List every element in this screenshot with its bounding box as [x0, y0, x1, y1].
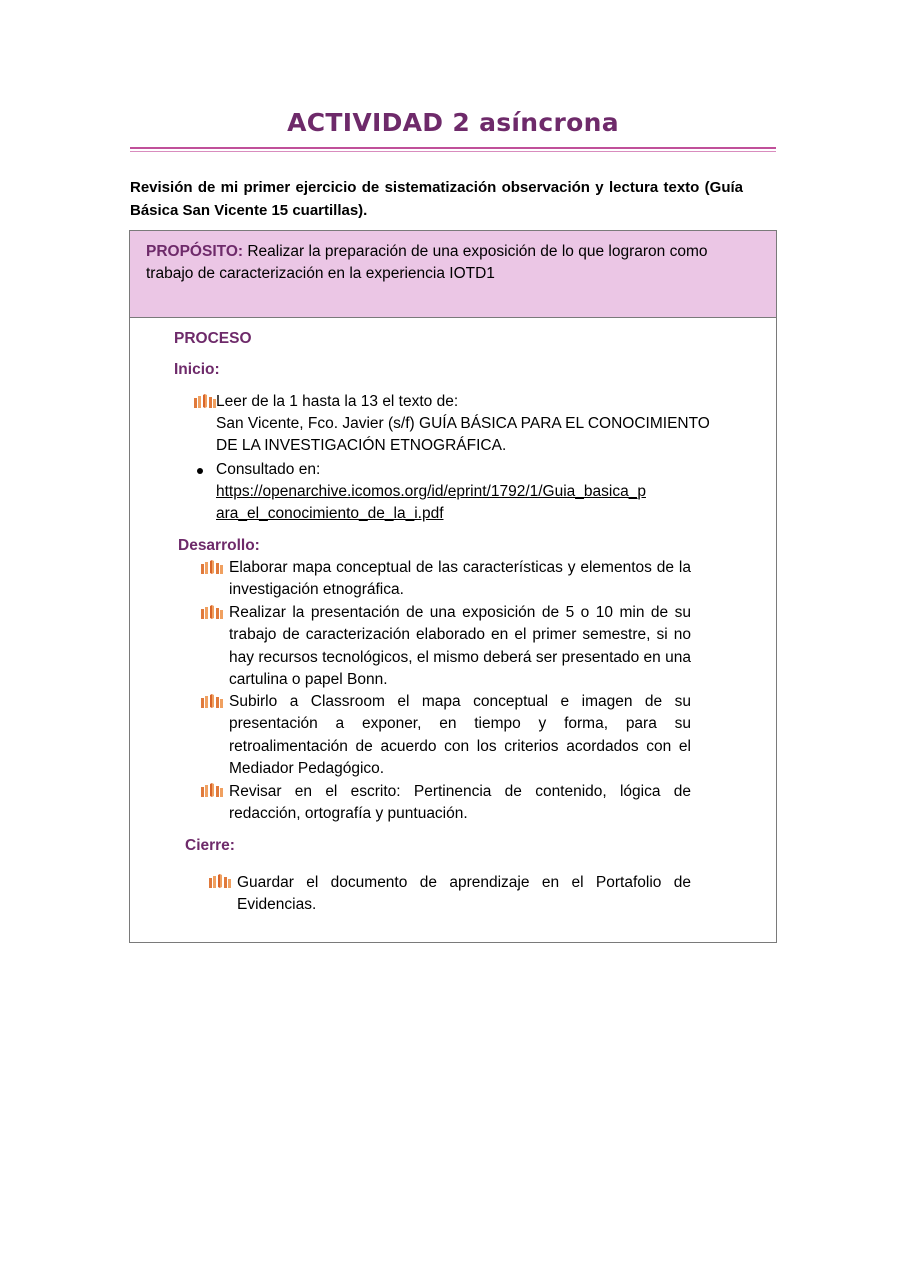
consultado-label: Consultado en: — [216, 461, 321, 478]
desarrollo-item-4: Revisar en el escrito: Pertinencia de contenido, lógica de redacción, ortografía y puntuación. — [229, 783, 691, 823]
book-bullet-icon — [209, 874, 231, 888]
activity-box — [129, 230, 777, 943]
desarrollo-item-3: Subirlo a Classroom el mapa conceptual e imagen de su presentación a exponer, en tiempo y forma, para su retroalimentación de acuerdo con los criterios acordados con el Mediador Pedagógico. — [229, 693, 691, 777]
inicio-heading: Inicio: — [174, 361, 220, 378]
title-underline-thin — [130, 151, 776, 152]
cierre-heading: Cierre: — [185, 837, 235, 854]
desarrollo-heading: Desarrollo: — [178, 537, 260, 554]
inicio-item-line3: DE LA INVESTIGACIÓN ETNOGRÁFICA. — [216, 437, 507, 454]
subtitle: Revisión de mi primer ejercicio de sistematización observación y lectura texto (Guía Básica San Vicente 15 cuartillas). — [130, 179, 743, 219]
bullet-dot — [197, 468, 203, 474]
purpose-label: PROPÓSITO: — [146, 243, 244, 260]
book-bullet-icon — [201, 605, 223, 619]
book-bullet-icon — [201, 783, 223, 797]
title-underline — [130, 147, 776, 149]
inicio-item-line1: Leer de la 1 hasta la 13 el texto de: — [216, 393, 459, 410]
source-link-line1[interactable]: https://openarchive.icomos.org/id/eprint/1792/1/Guia_basica_p — [216, 483, 646, 500]
book-bullet-icon — [201, 560, 223, 574]
book-bullet-icon — [194, 394, 216, 408]
cierre-item: Guardar el documento de aprendizaje en el Portafolio de Evidencias. — [237, 874, 691, 914]
page-title: ACTIVIDAD 2 asíncrona — [287, 108, 619, 137]
desarrollo-item-2: Realizar la presentación de una exposición de 5 o 10 min de su trabajo de caracterización elaborado en el primer semestre, si no hay recursos tecnológicos, el mismo deberá ser presentado en una cartulina o papel Bonn. — [229, 604, 691, 688]
inicio-item-line2: San Vicente, Fco. Javier (s/f) GUÍA BÁSICA PARA EL CONOCIMIENTO — [216, 415, 710, 432]
purpose-body: Realizar la preparación de una exposición de lo que lograron como trabajo de caracterización en la experiencia IOTD1 — [146, 243, 708, 282]
desarrollo-item-1: Elaborar mapa conceptual de las características y elementos de la investigación etnográfica. — [229, 559, 691, 599]
process-heading: PROCESO — [174, 330, 252, 347]
book-bullet-icon — [201, 694, 223, 708]
purpose-section — [130, 231, 776, 318]
purpose-text — [146, 241, 758, 285]
source-link-line2[interactable]: ara_el_conocimiento_de_la_i.pdf — [216, 505, 444, 522]
